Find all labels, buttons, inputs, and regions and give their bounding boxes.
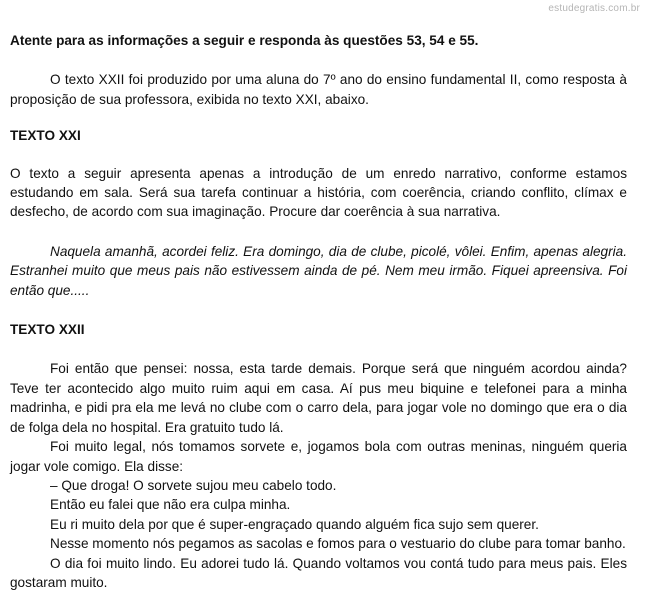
texto-xxii-final-paragraph: O dia foi muito lindo. Eu adorei tudo lá. Quando voltamos vou contá tudo para meus pais. Eles gostaram muito. [10, 555, 627, 590]
context-paragraph: O texto XXII foi produzido por uma aluna do 7º ano do ensino fundamental II, como resposta à proposição de sua professora, exibida no texto XXI, abaixo. [10, 72, 627, 107]
texto-xxi-instruction: O texto a seguir apresenta apenas a introdução de um enredo narrativo, conforme estamos estudando em sala. Será sua tarefa continuar a história, com coerência, criando conflito, clímax e desfecho, de acordo com sua imaginação. Procure dar coerência à sua narrativa. [10, 165, 627, 220]
texto-xxii-paragraph-1: Foi então que pensei: nossa, esta tarde demais. Porque será que ninguém acordou ainda? Teve ter acontecido algo muito ruim aqui em casa. Aí pus meu biquine e telefonei para a minha madrinha, e pidi pra ela me levá no clube com o carro dela, para jogar vole no domingo que era o dia de folga dela no hospital. Era gratuito tudo lá. [10, 361, 627, 435]
texto-xxii-line-1: – Que droga! O sorvete sujou meu cabelo todo. [50, 477, 337, 493]
texto-xxi-heading: TEXTO XXI [10, 128, 81, 144]
document-body [10, 31, 627, 592]
texto-xxii-line-3: Eu ri muito dela por que é super-engraçado quando alguém fica sujo sem querer. [50, 516, 539, 532]
instructions-heading: Atente para as informações a seguir e responda às questões 53, 54 e 55. [10, 33, 479, 48]
texto-xxii-paragraph-2: Foi muito legal, nós tomamos sorvete e, jogamos bola com outras meninas, ninguém queria jogar vole comigo. Ela disse: [10, 439, 627, 474]
texto-xxii-line-4: Nesse momento nós pegamos as sacolas e fomos para o vestuario do clube para tomar banho. [50, 536, 626, 552]
site-watermark: estudegratis.com.br [548, 3, 640, 14]
texto-xxii-heading: TEXTO XXII [10, 322, 85, 338]
texto-xxii-line-2: Então eu falei que não era culpa minha. [50, 497, 291, 513]
texto-xxi-excerpt: Naquela amanhã, acordei feliz. Era domingo, dia de clube, picolé, vôlei. Enfim, apenas alegria. Estranhei muito que meus pais não estivessem ainda de pé. Nem meu irmão. Fiquei apreensiva. Foi então que..... [10, 243, 627, 298]
